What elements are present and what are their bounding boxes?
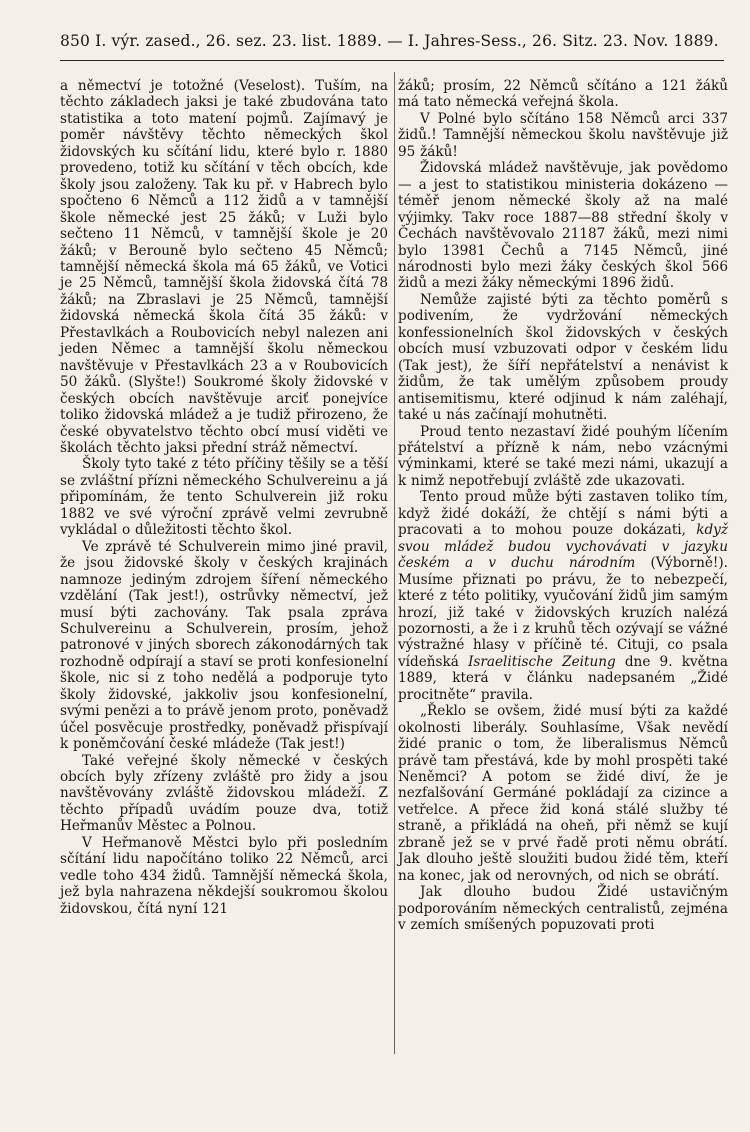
newspaper-title: Israelitische Zeitung xyxy=(468,653,616,670)
paragraph: Nemůže zajisté býti za těchto poměrů s podivením, že vydržování německých konfessionelních škol židovských v českých obcích musí vzbuzovati odpor v českém lidu (Tak jest), že šíří nepřátelství a nenávist k židům, že tak umělým způsobem proudy antisemitismu, které odjinud k nám zaléhají, také u nás začínají mohutněti. xyxy=(398,291,728,424)
page-header xyxy=(60,32,724,61)
paragraph: a němectví je totožné (Veselost). Tuším, na těchto základech jaksi je také zbudována tato statistika a toto matení pojmů. Zajímavý je poměr návštěvy těchto německých škol židovských ku sčítání lidu, které bylo r. 1880 provedeno, totiž ku sčítání v těch obcích, kde školy jsou založeny. Tak ku př. v Habrech bylo spočteno 6 Němců a 112 židů a v tamnější škole německé jest 25 žáků; v Luži bylo sečteno 11 Němců, v tamnější škole je 20 žáků; v Berouně bylo sečteno 45 Němců; tamnější německá škola má 65 žáků, ve Votici je 25 Němců, tamnější škola židovská čítá 78 žáků; na Zbraslavi je 25 Němců, tamnější židovská německá škola čítá 35 žáků: v Přestavlkách a Roubovicích nebyl nalezen ani jeden Němec a tamnější školu německou navštěvuje v Přestavlkách 23 a v Roubovicích 50 žáků. (Slyšte!) Soukromé školy židovské v českých obcích navštěvuje arciť ponejvíce toliko židovská mládež a je tudiž přirozeno, že české obyvatelstvo těchto obcí musí viděti ve školách těchto jaksi přední stráž němectví. xyxy=(60,78,388,456)
right-column xyxy=(398,78,728,934)
paragraph: Školy tyto také z této příčiny těšily se a těší se zvláštní přízni německého Schulvereinu a já připomínám, že tento Schulverein již roku 1882 ve své výroční zprávě velmi zevrubně vykládal o důležitosti těchto škol. xyxy=(60,456,388,539)
paragraph-text: (Výborně!). Musíme přiznati po právu, že to nebezpečí, které z této politiky, vyučování židů jim samým hrozí, již také v židovských kruzích nalézá pozornosti, a že i z kruhů těch ozývají se vážné výstražné hlasy v příčině té. Cituji, co psala vídeňská xyxy=(398,555,728,670)
italic-phrase: když svou mládež budou vychovávati v jazyku českém a v duchu národním xyxy=(398,522,729,572)
paragraph: Jak dlouho budou Židé ustavičným podporováním německých centralistů, zejména v zemích smíšených popuzovati proti xyxy=(398,884,728,934)
paragraph: Ve zprávě té Schulverein mimo jiné pravil, že jsou židovské školy v českých krajinách namnoze jediným zdrojem šíření německého vzdělání (Tak jest!), ostrůvky němectví, jež musí býti zachovány. Tak psala zpráva Schulvereinu a Schulverein, prosím, jehož patronové v jiných sborech zákonodárných tak rozhodně odpírají a staví se proti konfesionelní škole, nic si z toho nedělá a podporuje tyto školy židovské, jakkoliv jsou konfesionelní, svými penězi a to právě jenom proto, poněvadž účel posvěcuje prostředky, poněvadž přispívají k poněmčování české mládeže (Tak jest!) xyxy=(60,538,388,753)
paragraph-text: Tento proud může býti zastaven toliko tím, když židé dokáží, že chtějí s námi býti a pracovati a to mohou pouze dokázati, xyxy=(398,489,728,539)
column-divider xyxy=(394,72,395,1054)
paragraph: V Polné bylo sčítáno 158 Němců arci 337 židů.! Tamnější německou školu navštěvuje již 95 žáků! xyxy=(398,110,728,160)
header-german-text: Jahres-Sess., 26. Sitz. 23. Nov. 1889. xyxy=(424,32,719,50)
paragraph-text: dne 9. května 1889, která v článku nadepsaném „Židé procitněte“ pravila. xyxy=(398,653,728,703)
paragraph: Proud tento nezastaví židé pouhým líčením přátelství a přízně k nám, nebo vzácnými výminkami, které se také mezi námi, ukazují a k nimž nepotřebují zvláště zde ukazovati. xyxy=(398,423,728,489)
paragraph xyxy=(398,489,728,703)
paragraph: Židovská mládež navštěvuje, jak povědomo — a jest to statistikou ministeria dokázeno — téměř jenom německé školy až na malé výjimky. Takv roce 1887—88 střední školy v Čechách navštěvovalo 21187 žáků, mezi nimi bylo 13981 Čechů a 7145 Němců, jiné národnosti bylo mezi žáky českých škol 566 židů a mezi žáky německými 1896 židů. xyxy=(398,160,728,292)
paragraph: V Heřmanově Městci bylo při posledním sčítání lidu napočítáno toliko 22 Němců, arci vedle toho 434 židů. Tamnější německá škola, jež byla nahrazena někdejší soukromou školou židovskou, čítá nyní 121 xyxy=(60,834,388,917)
header-text: 850 I. výr. zased., 26. sez. 23. list. 1889. — I. xyxy=(60,32,420,50)
paragraph: Také veřejné školy německé v českých obcích byly zřízeny zvláště pro židy a jsou navštěvovány zvláště židovskou mládeží. Z těchto případů uvádím pouze dva, totiž Heřmanův Městec a Polnou. xyxy=(60,752,388,835)
paragraph: „Řeklo se ovšem, židé musí býti za každé okolnosti liberály. Souhlasíme, Však nevědí židé pranic o tom, že liberalismus Němců právě tam přestává, kde by mohl prospěti také Neněmci? A potom se židé diví, že je nezfalšování Germáné pokládají za cizince a vetřelce. A přece žid koná stálé služby té straně, a přikládá na oheň, při němž se kují zbraně jež se v prvé řadě proti němu obrátí. Jak dlouho ještě sloužiti budou židé těm, kteří na konec, jak od nerovných, od nich se obrátí. xyxy=(398,703,728,884)
left-column xyxy=(60,78,388,917)
paragraph: žáků; prosím, 22 Němců sčítáno a 121 žáků má tato německá veřejná škola. xyxy=(398,78,728,111)
